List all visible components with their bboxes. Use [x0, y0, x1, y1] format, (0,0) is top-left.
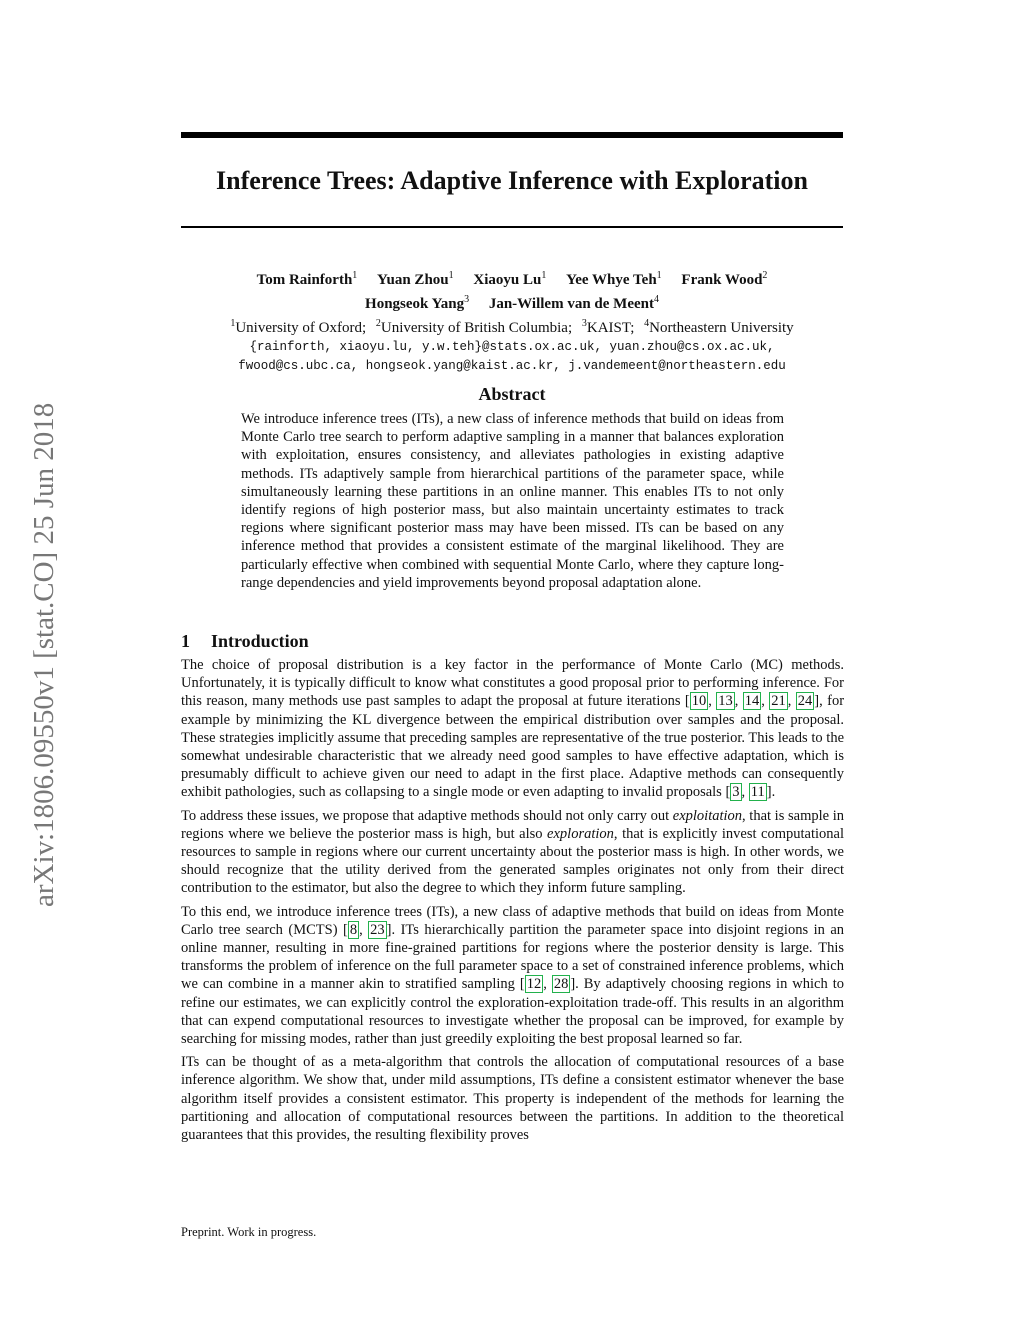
citation-link[interactable]: 14: [744, 693, 760, 710]
paragraph: The choice of proposal distribution is a key factor in the performance of Monte Carlo (MC) methods. Unfortunately, it is typically difficult to know what constitutes a good proposal prior to performing inference. For this reason, many methods use past samples to adapt the proposal at future iterations [ 10 , 13 , 14 , 21 , 24 ], for example by minimizing the KL divergence between the empirical distribution over samples and the proposal. These strategies implicitly assume that preceding samples are representative of the true posterior. This leads to the somewhat undesirable characteristic that we already need good samples to have effective adaptation, which is presumably difficult to achieve given our need to adapt in the first place. Adaptive methods can consequently exhibit pathologies, such as collapsing to a single mode or even adapting to invalid proposals [ 3 , 11 ].: [181, 657, 845, 801]
title-bottom-rule: [181, 226, 843, 228]
affiliation: $^1$University of Oxford;: [230, 318, 367, 336]
footer-note: Preprint. Work in progress.: [181, 1225, 317, 1239]
author: Hongseok Yang$^3$: [365, 294, 470, 312]
author-block: [181, 266, 843, 376]
citation-link[interactable]: 23: [370, 921, 385, 938]
paragraph: To this end, we introduce inference trees (ITs), a new class of adaptive methods that build on ideas from Monte Carlo tree search (MCTS) [ 8 , 23 ]. ITs hierarchically partition the parameter space into disjoint regions in an online manner, resulting in more fine-grained partitions for regions where the posterior density is large. This transforms the problem of inference on the full parameter space to a set of constrained inference problems, which we can combine in a manner akin to stratified sampling [ 12 , 28 ]. By adaptively choosing regions in which to refine our estimates, we can explicitly control the exploration-exploitation trade-off. This results in an algorithm that can expend computational resources to investigate whether the proposal can be improved, for example by searching for missing modes, rather than just greedily exploiting the best proposal learned so far.: [181, 903, 845, 1048]
author: Xiaoyu Lu$^1$: [473, 270, 547, 288]
title-top-rule: [181, 132, 843, 138]
section-heading: [181, 630, 843, 652]
author: Frank Wood$^2$: [681, 270, 768, 288]
citation-link[interactable]: 12: [526, 976, 542, 993]
paper-title: Inference Trees: Adaptive Inference with Exploration: [216, 166, 808, 195]
citation-link[interactable]: 11: [750, 784, 765, 801]
citation-link[interactable]: 24: [797, 693, 813, 710]
email-line-1: {rainforth, xiaoyu.lu, y.w.teh}@stats.ox.ac.uk, yuan.zhou@cs.ox.ac.uk,: [249, 340, 775, 354]
email-line-2: fwood@cs.ubc.ca, hongseok.yang@kaist.ac.kr, j.vandemeent@northeastern.edu: [238, 359, 786, 373]
author: Yee Whye Teh$^1$: [566, 270, 662, 288]
affiliation: $^3$KAIST;: [581, 318, 635, 336]
citation-link[interactable]: 10: [691, 693, 707, 710]
author: Jan-Willem van de Meent$^4$: [488, 294, 659, 312]
section-title: Introduction: [211, 631, 309, 651]
body-text: [181, 656, 844, 1149]
citation-link[interactable]: 28: [553, 976, 569, 993]
citation-link[interactable]: 8: [349, 921, 358, 938]
abstract-heading: Abstract: [478, 384, 546, 404]
author-line-1: [181, 266, 843, 290]
affiliation: $^4$Northeastern University: [644, 318, 794, 336]
paragraph: To address these issues, we propose that adaptive methods should not only carry out exploitation, that is sample in regions where we believe the posterior mass is high, but also exploration, that is explicitly invest computational resources to sample in regions where our current uncertainty about the posterior mass is high. In other words, we should recognize that the utility derived from the generated samples originates not only from their direct contribution to the estimator, but also the degree to which they inform future sampling.: [181, 807, 844, 897]
affiliations: [181, 314, 843, 338]
citation-link[interactable]: 3: [732, 784, 740, 801]
abstract-text: We introduce inference trees (ITs), a new class of inference methods that build on ideas from Monte Carlo tree search to perform adaptive sampling in a manner that balances exploration with exploitation, ensures consistency, and alleviates pathologies in existing adaptive methods. ITs adaptively sample from hierarchical partitions of the parameter space, while simultaneously learning these partitions in an online manner. This enables ITs to not only identify regions of high posterior mass, but also maintain uncertainty estimates to track regions where significant posterior mass may have been missed. ITs can be based on any inference method that provides a consistent estimate of the marginal likelihood. They are particularly effective when combined with sequential Monte Carlo, where they capture long-range dependencies and yield improvements beyond proposal adaptation alone.: [241, 411, 784, 591]
author-line-2: [181, 290, 843, 314]
author: Yuan Zhou$^1$: [377, 270, 454, 288]
arxiv-identifier: arXiv:1806.09550v1 [stat.CO] 25 Jun 2018: [28, 402, 60, 908]
paragraph: ITs can be thought of as a meta-algorithm that controls the allocation of computational resources of a base inference algorithm. We show that, under mild assumptions, ITs define a consistent estimator whenever the base algorithm itself provides a consistent estimator. This property is independent of the methods for learning the partitioning and allocation of computational resources between the partitions. In addition to the theoretical guarantees that this provides, the resulting flexibility proves: [181, 1054, 844, 1144]
section-number: 1: [181, 631, 190, 651]
affiliation: $^2$University of British Columbia;: [375, 318, 573, 336]
citation-link[interactable]: 13: [718, 693, 733, 710]
author: Tom Rainforth$^1$: [256, 270, 358, 288]
citation-link[interactable]: 21: [771, 693, 786, 710]
